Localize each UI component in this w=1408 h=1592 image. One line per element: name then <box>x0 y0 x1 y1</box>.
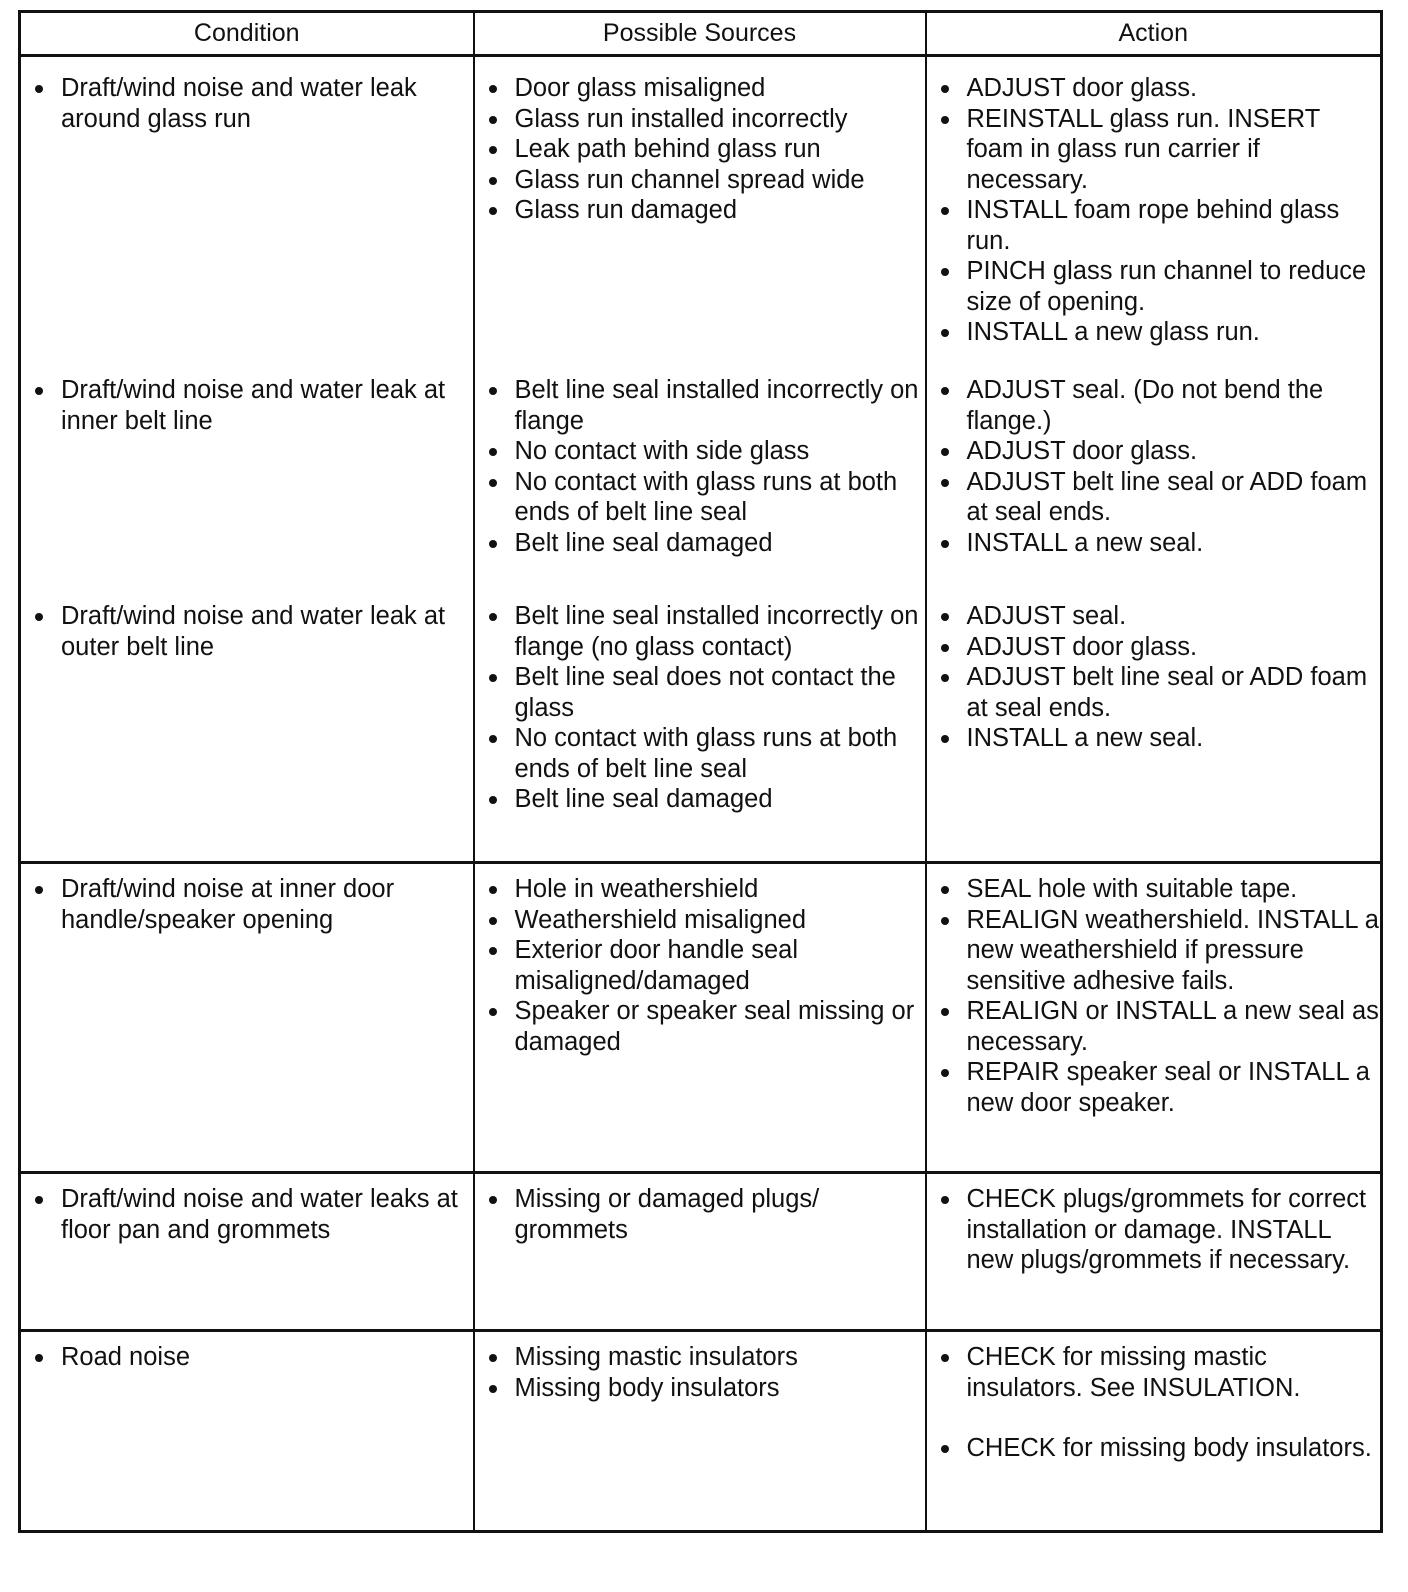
list-item: ADJUST door glass. <box>927 73 1381 104</box>
list-item: INSTALL a new seal. <box>927 723 1381 754</box>
sources-cell <box>474 589 926 863</box>
header-row <box>20 12 1382 56</box>
table-row <box>20 863 1382 1173</box>
list-item: ADJUST belt line seal or ADD foam at seal ends. <box>927 467 1381 528</box>
list-item: CHECK for missing body insulators. <box>927 1433 1381 1464</box>
sources-cell <box>474 1173 926 1331</box>
action-cell <box>926 863 1382 1173</box>
list-item: Belt line seal damaged <box>475 528 925 559</box>
list-item: Glass run damaged <box>475 195 925 226</box>
list-item: ADJUST door glass. <box>927 632 1381 663</box>
table-row <box>20 1331 1382 1532</box>
condition-cell <box>20 363 474 589</box>
list-item: Missing body insulators <box>475 1373 925 1404</box>
list-item: INSTALL a new glass run. <box>927 317 1381 348</box>
table-row <box>20 363 1382 589</box>
list-item: Draft/wind noise and water leaks at floor pan and grommets <box>21 1184 473 1245</box>
diagnosis-table <box>18 10 1383 1533</box>
list-item: Missing mastic insulators <box>475 1342 925 1373</box>
list-item: No contact with glass runs at both ends of belt line seal <box>475 467 925 528</box>
list-item: SEAL hole with suitable tape. <box>927 874 1381 905</box>
action-cell <box>926 1173 1382 1331</box>
condition-cell <box>20 589 474 863</box>
header-condition: Condition <box>20 12 474 56</box>
action-cell <box>926 1331 1382 1532</box>
list-item: Door glass misaligned <box>475 73 925 104</box>
condition-cell <box>20 863 474 1173</box>
list-item: Glass run installed incorrectly <box>475 104 925 135</box>
table-row <box>20 56 1382 364</box>
table-row <box>20 1173 1382 1331</box>
list-item: Belt line seal installed incorrectly on flange <box>475 375 925 436</box>
header-action: Action <box>926 12 1382 56</box>
list-item: PINCH glass run channel to reduce size of opening. <box>927 256 1381 317</box>
list-item: Hole in weathershield <box>475 874 925 905</box>
list-item: Road noise <box>21 1342 473 1373</box>
list-item: CHECK for missing mastic insulators. See INSULATION. <box>927 1342 1381 1403</box>
list-item: Draft/wind noise and water leak at outer belt line <box>21 601 473 662</box>
list-item: REALIGN weathershield. INSTALL a new weathershield if pressure sensitive adhesive fails. <box>927 905 1381 997</box>
list-item: REALIGN or INSTALL a new seal as necessary. <box>927 996 1381 1057</box>
list-item: ADJUST belt line seal or ADD foam at seal ends. <box>927 662 1381 723</box>
list-item: Weathershield misaligned <box>475 905 925 936</box>
list-item: Speaker or speaker seal missing or damaged <box>475 996 925 1057</box>
list-item: ADJUST door glass. <box>927 436 1381 467</box>
list-item: Missing or damaged plugs/ grommets <box>475 1184 925 1245</box>
list-item: CHECK plugs/grommets for correct installation or damage. INSTALL new plugs/grommets if necessary. <box>927 1184 1381 1276</box>
list-item: Draft/wind noise and water leak at inner belt line <box>21 375 473 436</box>
list-item: Belt line seal does not contact the glass <box>475 662 925 723</box>
list-item: Belt line seal damaged <box>475 784 925 815</box>
table-row <box>20 589 1382 863</box>
list-item: INSTALL a new seal. <box>927 528 1381 559</box>
list-item: REPAIR speaker seal or INSTALL a new door speaker. <box>927 1057 1381 1118</box>
list-item: Exterior door handle seal misaligned/damaged <box>475 935 925 996</box>
sources-cell <box>474 863 926 1173</box>
action-cell <box>926 589 1382 863</box>
action-cell <box>926 363 1382 589</box>
list-item: Glass run channel spread wide <box>475 165 925 196</box>
header-possible-sources: Possible Sources <box>474 12 926 56</box>
condition-cell <box>20 1331 474 1532</box>
list-item: INSTALL foam rope behind glass run. <box>927 195 1381 256</box>
list-item: No contact with glass runs at both ends of belt line seal <box>475 723 925 784</box>
list-item: Belt line seal installed incorrectly on flange (no glass contact) <box>475 601 925 662</box>
list-item: No contact with side glass <box>475 436 925 467</box>
sources-cell <box>474 56 926 364</box>
sources-cell <box>474 1331 926 1532</box>
list-item: REINSTALL glass run. INSERT foam in glass run carrier if necessary. <box>927 104 1381 196</box>
list-item: Draft/wind noise and water leak around glass run <box>21 73 473 134</box>
list-item: Draft/wind noise at inner door handle/speaker opening <box>21 874 473 935</box>
list-item: Leak path behind glass run <box>475 134 925 165</box>
condition-cell <box>20 56 474 364</box>
condition-cell <box>20 1173 474 1331</box>
sources-cell <box>474 363 926 589</box>
list-item: ADJUST seal. (Do not bend the flange.) <box>927 375 1381 436</box>
action-cell <box>926 56 1382 364</box>
list-item: ADJUST seal. <box>927 601 1381 632</box>
